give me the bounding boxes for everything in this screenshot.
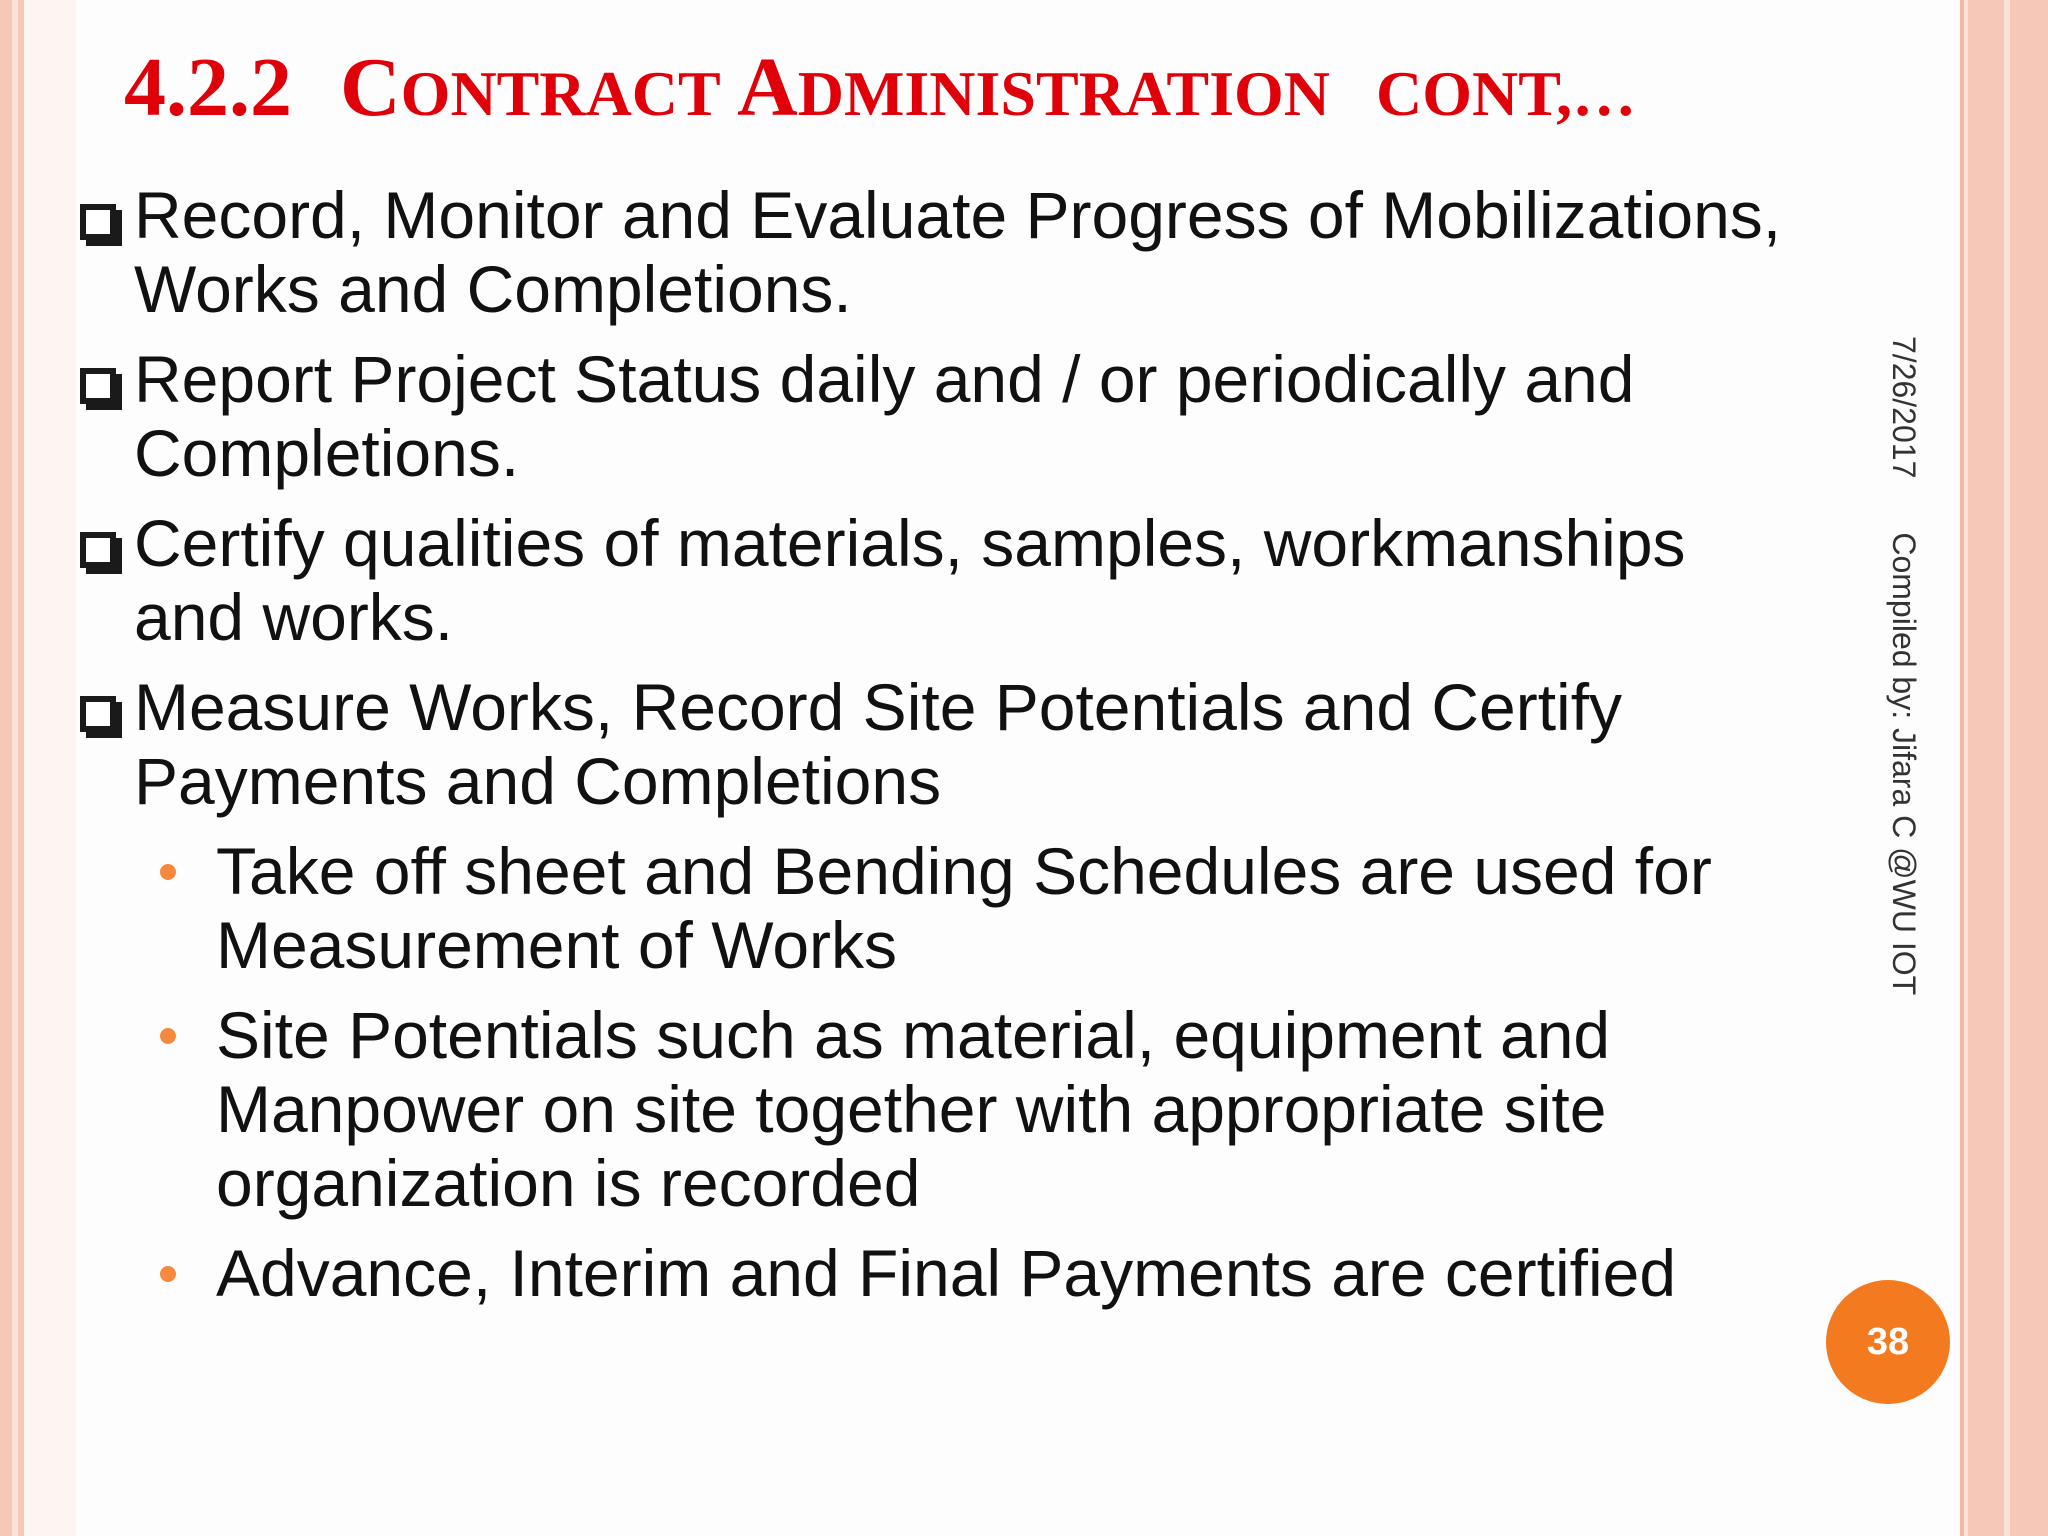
sub-list-item xyxy=(74,834,1794,982)
list-item xyxy=(74,178,1794,326)
list-item-text: Certify qualities of materials, samples, workmanships and works. xyxy=(134,506,1686,654)
page-number-badge xyxy=(1826,1280,1950,1404)
slide-author: Compiled by: Jifara C @WU IOT xyxy=(1886,532,1922,996)
footer-vertical xyxy=(1884,336,1924,995)
title-word-initial: A xyxy=(737,41,798,134)
title-word-rest: DMINISTRATION xyxy=(797,58,1330,129)
dot-bullet-icon xyxy=(160,1266,176,1282)
dot-bullet-icon xyxy=(160,1028,176,1044)
checkbox-bullet-icon xyxy=(80,204,116,240)
title-word-rest: ONTRACT xyxy=(400,58,721,129)
sub-list-item xyxy=(74,998,1794,1220)
title-continued: CONT,… xyxy=(1375,58,1637,129)
right-border-stripe xyxy=(1968,0,2004,1536)
section-number: 4.2.2 xyxy=(124,41,292,134)
list-item xyxy=(74,506,1794,654)
sub-list-item-text: Take off sheet and Bending Schedules are used for Measurement of Works xyxy=(216,834,1712,982)
list-item xyxy=(74,670,1794,818)
slide-title xyxy=(124,38,1636,144)
list-item-text: Measure Works, Record Site Potentials and Certify Payments and Completions xyxy=(134,670,1623,818)
left-border-stripe xyxy=(0,0,12,1536)
list-item-text: Report Project Status daily and / or periodically and Completions. xyxy=(134,342,1635,490)
title-word-initial: C xyxy=(340,41,401,134)
list-item-text: Record, Monitor and Evaluate Progress of Mobilizations, Works and Completions. xyxy=(134,178,1782,326)
list-item xyxy=(74,342,1794,490)
right-border-stripe xyxy=(2010,0,2048,1536)
checkbox-bullet-icon xyxy=(80,532,116,568)
sub-list-item-text: Advance, Interim and Final Payments are certified xyxy=(216,1236,1677,1310)
slide-date: 7/26/2017 xyxy=(1886,336,1922,479)
checkbox-bullet-icon xyxy=(80,696,116,732)
left-border-panel xyxy=(24,0,76,1536)
page-number: 38 xyxy=(1866,1320,1910,1363)
sub-list-item-text: Site Potentials such as material, equipment and Manpower on site together with appropriate site organization is recorded xyxy=(216,998,1611,1220)
dot-bullet-icon xyxy=(160,864,176,880)
checkbox-bullet-icon xyxy=(80,368,116,404)
bullet-list xyxy=(74,178,1794,1326)
sub-list-item xyxy=(74,1236,1794,1310)
